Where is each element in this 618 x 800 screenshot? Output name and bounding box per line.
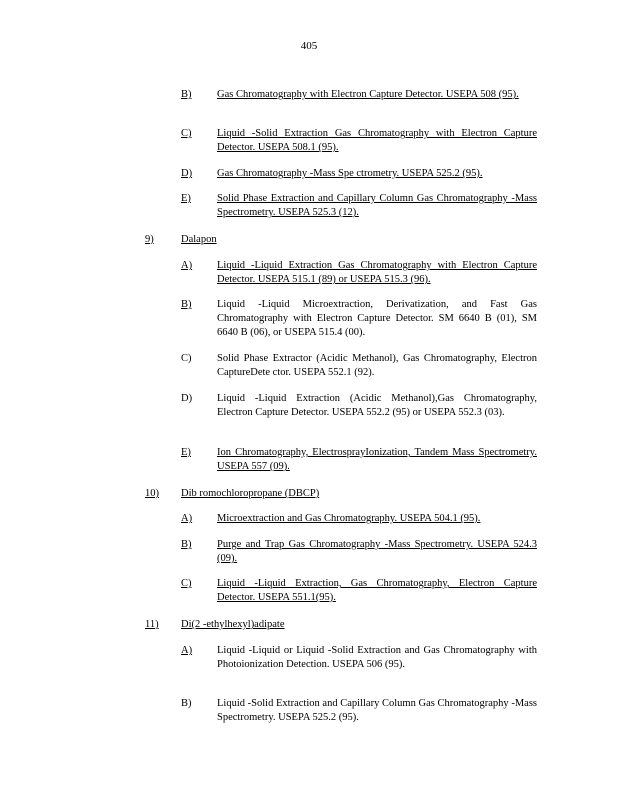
item-label: B) xyxy=(181,539,192,550)
section-title: Dib romochloropropane (DBCP) xyxy=(181,488,320,499)
item-text: Liquid -Solid Extraction Gas Chromatography with Electron Capture Detector. USEPA 508.1 (95). xyxy=(217,128,537,153)
item-text: Gas Chromatography -Mass Spe ctrometry. USEPA 525.2 (95). xyxy=(217,168,483,179)
section-number: 11) xyxy=(145,619,159,630)
item-label: D) xyxy=(181,168,193,179)
item-text: Solid Phase Extraction and Capillary Column Gas Chromatography -Mass Spectrometry. USEPA 525.3 (12). xyxy=(217,193,537,218)
item-text: Liquid -Solid Extraction and Capillary Column Gas Chromatography -Mass Spectrometry. USEPA 525.2 (95). xyxy=(217,698,537,723)
item-label: A) xyxy=(181,260,193,271)
item-label: C) xyxy=(181,578,192,589)
item-text: Liquid -Liquid Extraction, Gas Chromatography, Electron Capture Detector. USEPA 551.1(95). xyxy=(217,578,537,603)
item-label: A) xyxy=(181,513,193,524)
item-label: D) xyxy=(181,393,193,404)
section-title: Di(2 -ethylhexyl)adipate xyxy=(181,619,285,630)
item-label: B) xyxy=(181,299,192,310)
item-text: Liquid -Liquid Extraction (Acidic Methanol),Gas Chromatography, Electron Capture Detector. USEPA 552.2 (95) or USEPA 552.3 (03). xyxy=(217,393,537,418)
item-text: Ion Chromatography, ElectrosprayIonization, Tandem Mass Spectrometry. USEPA 557 (09). xyxy=(217,447,537,472)
item-label: C) xyxy=(181,128,192,139)
item-label: E) xyxy=(181,193,191,204)
section-title: Dalapon xyxy=(181,234,217,245)
item-text: Liquid -Liquid Microextraction, Derivatization, and Fast Gas Chromatography with Electron Capture Detector. SM 6640 B (01), SM 6640 B (06), or USEPA 515.4 (00). xyxy=(217,299,537,338)
item-text: Solid Phase Extractor (Acidic Methanol), Gas Chromatography, Electron CaptureDete ctor. USEPA 552.1 (92). xyxy=(217,353,537,378)
item-text: Microextraction and Gas Chromatography. USEPA 504.1 (95). xyxy=(217,513,481,524)
item-label: E) xyxy=(181,447,191,458)
section-number: 10) xyxy=(145,488,159,499)
page-number: 405 xyxy=(300,40,318,52)
section-number: 9) xyxy=(145,234,154,245)
item-label: B) xyxy=(181,89,192,100)
item-text: Gas Chromatography with Electron Capture Detector. USEPA 508 (95). xyxy=(217,89,519,100)
item-text: Purge and Trap Gas Chromatography -Mass Spectrometry. USEPA 524.3 (09). xyxy=(217,539,537,564)
item-text: Liquid -Liquid Extraction Gas Chromatography with Electron Capture Detector. USEPA 515.1 (89) or USEPA 515.3 (96). xyxy=(217,260,537,285)
item-label: C) xyxy=(181,353,192,364)
item-label: A) xyxy=(181,645,193,656)
item-label: B) xyxy=(181,698,192,709)
item-text: Liquid -Liquid or Liquid -Solid Extraction and Gas Chromatography with Photoionization Detection. USEPA 506 (95). xyxy=(217,645,537,670)
